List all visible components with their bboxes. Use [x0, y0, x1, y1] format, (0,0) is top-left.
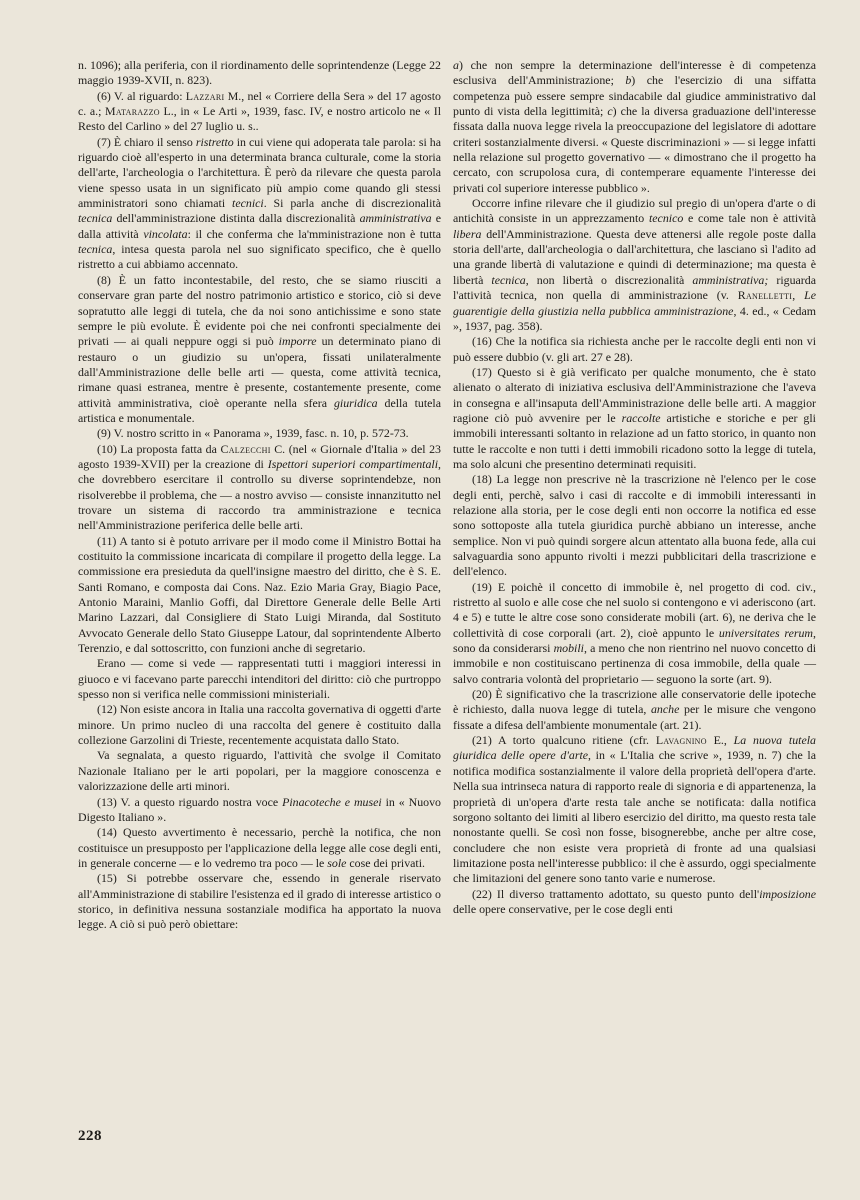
- footnote-paragraph: [78, 534, 441, 657]
- text-run: n. 1096); alla periferia, con il riordinamento delle soprintendenze (Legge 22 maggio 1939-XVII, n. 823).: [78, 58, 441, 88]
- italic-text: universitates rerum: [718, 625, 814, 640]
- text-run: e dalla attività: [78, 211, 441, 241]
- text-run: , 4. ed., « Cedam », 1937, pag. 358).: [453, 303, 817, 333]
- footnote-paragraph: [453, 365, 816, 472]
- text-run: (9) V. nostro scritto in « Panorama », 1939, fasc. n. 10, p. 572-73.: [97, 426, 409, 441]
- page-number: 228: [78, 1128, 102, 1144]
- text-run: M., nel « Corriere della Sera » del 17 agosto c. a.;: [78, 88, 441, 119]
- footnote-paragraph: [453, 687, 816, 733]
- italic-text: sole: [327, 855, 347, 870]
- italic-text: Pinacoteche e musei: [282, 794, 382, 809]
- text-run: (11) A tanto si è potuto arrivare per il modo come il Ministro Bottai ha costituito la commissione incaricata di compilare il progetto della legge. La commissione era presieduta da quell'insigne maestro del diritto, che è S. E. Santi Romano, e composta dai Cons. Naz. Ezio Maria Gray, Biagio Pace, Antonio Maraini, Manlio Goffi, dal Direttore Generale delle Belle Arti Marino Lazzari, dal Consigliere di Stato Luigi Miranda, dal Sostituto Avvocato Generale dello Stato Giuseppe Latour, dal soprintendente Alberto Terenzio, e dal sottoscritto, con funzioni anche di segretario.: [78, 533, 441, 656]
- text-run: , non libertà o discrezionalità: [525, 272, 693, 287]
- italic-text: mobili: [553, 641, 584, 656]
- text-run: (17) Questo si è già verificato per qualche monumento, che è stato alienato o alterato di iniziativa esclusiva dell'Amministrazione che l'aveva in consegna e all'insaputa dell'Amministrazione delle belle arti. A maggior ragione ciò può avvenire per le: [453, 364, 816, 425]
- footnote-paragraph: [78, 58, 441, 89]
- text-run: , a meno che non rientrino nel nuovo concetto di immobile e non costituiscano pertinenza di cosa immobile, della quale — salvo contraria volontà del proprietario — seguono la sorte (art. 9).: [453, 641, 816, 686]
- text-run: (21) A torto qualcuno ritiene (cfr.: [472, 733, 656, 748]
- footnote-paragraph: [78, 871, 441, 932]
- footnote-paragraph: [78, 702, 441, 748]
- footnote-paragraph: [78, 273, 441, 426]
- footnote-paragraph: [78, 135, 441, 273]
- italic-text: giuridica: [333, 395, 378, 410]
- footnote-paragraph: [453, 580, 816, 687]
- italic-text: tecnici: [232, 196, 264, 211]
- author-name: Lavagnino: [655, 733, 707, 748]
- italic-text: raccolte: [621, 410, 661, 425]
- text-run: (7) È chiaro il senso: [97, 134, 196, 149]
- text-run: (15) Si potrebbe osservare che, essendo in generale riservato all'Amministrazione di stabilire l'esistenza ed il grado di interesse artistico o storico, in definitiva nessuna sostanziale modifica ha apportato la nuova legge. A ciò si può però obiettare:: [78, 871, 441, 932]
- italic-text: c: [607, 104, 613, 119]
- italic-text: imporre: [278, 334, 317, 349]
- italic-text: amministrativa;: [692, 272, 769, 287]
- text-run: : il che conferma che la'mministrazione non è tutta: [187, 226, 441, 241]
- italic-text: vincolata: [143, 226, 188, 241]
- italic-text: tecnica: [78, 242, 113, 257]
- text-run: in cui viene qui adoperata tale parola: si ha riguardo cioè all'esperto in una determinata branca culturale, come la storia dell'arte, l'archeologia o l'architettura. È però da rilevare che questa parola viene spesso usata in un significato più ampio come quando gli stessi amministratori sono chiamati: [78, 134, 441, 211]
- italic-text: anche: [650, 702, 680, 717]
- author-name: Ranelletti: [737, 288, 793, 303]
- footnote-paragraph: [78, 748, 441, 794]
- footnote-paragraph: [78, 426, 441, 441]
- italic-text: La nuova tutela giuridica delle opere d'arte: [453, 733, 816, 763]
- text-run: Occorre infine rilevare che il giudizio sul pregio di un'opera d'arte o di antichità consiste in un apprezzamento: [453, 196, 816, 226]
- italic-text: tecnico: [648, 211, 684, 226]
- text-run: , in « L'Italia che scrive », 1939, n. 7) che la notifica modifica sostanzialmente il valore della proprietà dell'opera d'arte. Nella sua intrinseca natura di rapporto reale di signoria e di appartenenza, la proprietà di un'opera d'arte resta tale anche se notificata: dalla notifica sorgono soltanto dei limiti al libero esercizio del diritto, ma questo resta tale nonostante quelli. Se così non fosse, bisognerebbe, anche per altre cose, concludere che non esiste vera proprietà di fronte ad una qualsiasi limitazione posta nell'interesse pubblico: il che è assurdo, oggi specialmente che limitazioni del genere sono tanto varie e numerose.: [453, 748, 816, 886]
- italic-text: tecnica: [491, 272, 526, 287]
- text-run: (14) Questo avvertimento è necessario, perchè la notifica, che non costituisce un presupposto per l'applicazione della legge alle cose degli enti, in generale concerne — e lo vedremo tra poco — le: [78, 825, 441, 870]
- footnote-paragraph: [453, 733, 816, 886]
- text-run: Erano — come si vede — rappresentati tutti i maggiori interessi in giuoco e vi facevano parte parecchi intenditori del diritto: ciò che purtroppo spesso non si verifica nelle commissioni ministeriali.: [78, 656, 441, 702]
- text-run: ,: [792, 288, 805, 303]
- text-run: (12) Non esiste ancora in Italia una raccolta governativa di oggetti d'arte minore. Un primo nucleo di una raccolta del genere è costituito dalla collezione Garzolini di Trieste, recentemente acquistata dallo Stato.: [78, 702, 441, 748]
- footnote-paragraph: [78, 89, 441, 135]
- text-run: un determinato piano di restauro o un giudizio su un'opera, fissati unilateralmente dall'Amministrazione delle belle arti — questa, come attività tecnica, rimane quasi estranea, mentre è presente, costantemente presente, come attività amministrativa, cioè operante nella sfera: [78, 334, 441, 410]
- text-run: (16) Che la notifica sia richiesta anche per le raccolte degli enti non vi può essere dubbio (v. gli art. 27 e 28).: [453, 334, 816, 364]
- footnote-paragraph: [453, 887, 816, 918]
- author-name: Calzecchi: [220, 441, 271, 456]
- footnote-paragraph: [78, 825, 441, 871]
- text-run: ) che la diversa graduazione dell'interesse fissata dalla nuova legge rivela la preoccupazione del legislatore di adottare criteri sostanzialmente diversi. « Queste discriminazioni » — si legge infatti nella relazione sul progetto governativo — « dimostrano che il progetto ha cercato, con scrupolosa cura, di contemperare equamente l'interesse dei privati col superiore interesse pubblico ».: [453, 104, 816, 195]
- text-run: , sono da considerarsi: [453, 625, 816, 656]
- text-run: (8) È un fatto incontestabile, del resto, che se siamo riusciti a conservare gran parte del nostro patrimonio artistico e storico, ciò si deve sopratutto alle leggi di tutela, che da noi sono antichissime e sono state sempre le più evolute. È evidente poi che nei confronti specialmente dei privati — ai quali neppure oggi si può: [78, 272, 441, 349]
- italic-text: amministrativa: [359, 211, 432, 226]
- text-run: dell'Amministrazione. Questa deve attenersi alle regole poste dalla storia dell'arte, dall'archeologia o dall'architettura, che lasciano sì l'adito ad una grande libertà di valutazione e quindi di determinazione; ma questa è libertà: [453, 226, 816, 287]
- author-name: Matarazzo: [105, 104, 160, 119]
- italic-text: Le guarentigie della giustizia nella pubblica amministrazione: [453, 288, 816, 318]
- text-run: in « Nuovo Digesto Italiano ».: [78, 794, 441, 824]
- footnote-paragraph: [78, 442, 441, 534]
- text-run: . Si parla anche di discrezionalità: [263, 196, 441, 211]
- text-run: e come tale non è attività: [683, 211, 816, 226]
- text-run: Va segnalata, a questo riguardo, l'attività che svolge il Comitato Nazionale Italiano per le arti popolari, per la maggiore conoscenza e valorizzazione delle arti minori.: [78, 748, 441, 794]
- footnote-paragraph: [453, 58, 816, 196]
- text-run: , intesa questa parola nel suo significato specifico, che è quello ristretto a cui abbiamo accennato.: [78, 242, 441, 272]
- text-run: riguarda l'attività tecnica, non quella di amministrazione (v.: [453, 272, 816, 303]
- italic-text: Ispettori superiori compartimentali: [267, 456, 439, 471]
- author-name: Lazzari: [185, 88, 225, 103]
- text-run: E.,: [706, 733, 734, 748]
- footnote-paragraph: [453, 334, 816, 365]
- right-column: [453, 58, 816, 917]
- text-run: (13) V. a questo riguardo nostra voce: [97, 794, 283, 809]
- text-run: C. (nel « Giornale d'Italia » del 23 agosto 1939-XVII) per la creazione di: [78, 441, 442, 471]
- footnote-paragraph: [78, 795, 441, 826]
- text-run: (19) E poichè il concetto di immobile è, nel progetto di cod. civ., ristretto al suolo e alle cose che nel suolo si contengono e vi aderiscono (art. 4 e 5) e tutte le altre cose sono considerate mobili (art. 6), ne deriva che le collettività di cose corporali (art. 2), cioè appunto le: [453, 579, 816, 640]
- italic-text: ristretto: [195, 134, 234, 149]
- text-run: (10) La proposta fatta da: [97, 441, 221, 456]
- left-column: [78, 58, 441, 933]
- text-run: ) che l'esercizio di una siffatta competenza può essere sempre sindacabile dal giudice amministrativo dal punto di vista della legittimità;: [453, 73, 816, 119]
- footnote-paragraph: [453, 196, 816, 334]
- text-run: delle opere conservative, per le cose degli enti: [453, 901, 673, 916]
- text-run: , che dovrebbero esercitare il controllo su diverse soprintendebze, non risolverebbe il problema, che — a nostro avviso — consiste innanzitutto nel trovare un sistema di raccordo tra amministrazione e tecnica nell'Amministrazione periferica delle belle arti.: [78, 456, 441, 533]
- text-run: (6) V. al riguardo:: [97, 88, 186, 103]
- italic-text: imposizione: [759, 886, 816, 901]
- italic-text: tecnica: [78, 211, 113, 226]
- text-run: (18) La legge non prescrive nè la trascrizione nè l'elenco per le cose degli enti, perchè, salvo i casi di raccolte e di immobili interessanti in relazione alla storia, per le cose degli enti non occorre la notifica ed esse sono sottoposte alla tutela giuridica purchè abbiano un interesse, anche semplice. Non vi può quindi sorgere alcun attentato alla buona fede, alla cui salvaguardia sono appunto rivolti i mezzi pubblicitari della trascrizione e dell'elenco.: [453, 472, 816, 579]
- text-run: (20) È significativo che la trascrizione alle conservatorie delle ipoteche è richiesto, dalla nuova legge di tutela,: [453, 687, 816, 717]
- italic-text: libera: [453, 226, 482, 241]
- text-run: dell'amministrazione distinta dalla discrezionalità: [112, 211, 360, 226]
- footnote-paragraph: [78, 656, 441, 702]
- italic-text: b: [625, 73, 632, 88]
- text-run: cose dei privati.: [346, 855, 426, 870]
- text-run: della tutela artistica e monumentale.: [78, 395, 441, 425]
- text-run: (22) Il diverso trattamento adottato, su questo punto dell': [472, 886, 760, 901]
- footnote-paragraph: [453, 472, 816, 579]
- italic-text: a: [453, 58, 459, 72]
- text-run: ) che non sempre la determinazione dell'interesse è di competenza esclusiva dell'Amministrazione;: [453, 58, 816, 88]
- text-run: artistiche e storiche e per gli immobili interessanti soltanto in relazione ad un fatto storico, in quanto non tutte le raccolte e non tutti i detti immobili ricadono sotto la legge di tutela, ma solo alcuni che presentino determinati requisiti.: [453, 410, 816, 471]
- text-run: L., in « Le Arti », 1939, fasc. IV, e nostro articolo ne « Il Resto del Carlino » del 27 luglio u. s..: [78, 104, 442, 134]
- text-run: per le misure che vengono fissate a difesa dell'ambiente monumentale (art. 21).: [453, 702, 816, 732]
